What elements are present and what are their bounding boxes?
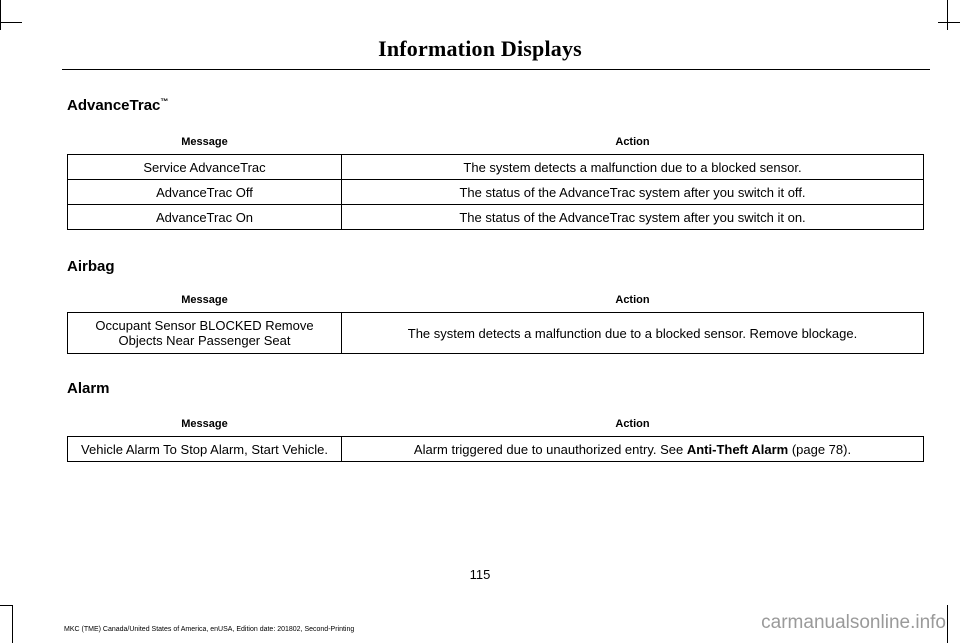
table-header-row [68, 287, 924, 313]
section-heading-airbag: Airbag [67, 258, 115, 275]
section-heading-alarm: Alarm [67, 380, 110, 397]
message-cell: Vehicle Alarm To Stop Alarm, Start Vehicle. [68, 437, 342, 462]
table-row [68, 437, 924, 462]
message-line: Objects Near Passenger Seat [118, 333, 291, 348]
message-cell: AdvanceTrac On [68, 205, 342, 230]
table-row [68, 180, 924, 205]
action-cell: The status of the AdvanceTrac system after you switch it on. [342, 205, 924, 230]
page-number: 115 [469, 567, 491, 582]
alarm-table [67, 411, 924, 462]
column-header-action: Action [342, 287, 924, 313]
advancetrac-table [67, 129, 924, 230]
message-cell [68, 313, 342, 354]
table-row [68, 205, 924, 230]
table-row [68, 313, 924, 354]
column-header-action: Action [342, 129, 924, 155]
crop-mark [947, 0, 948, 30]
message-line: Occupant Sensor BLOCKED Remove [95, 318, 314, 333]
table-header-row [68, 129, 924, 155]
crop-mark [12, 605, 13, 643]
column-header-message: Message [68, 411, 342, 437]
action-cell [342, 437, 924, 462]
action-text: (page 78). [788, 441, 852, 457]
crop-mark [0, 605, 13, 606]
page-title: Information Displays [378, 36, 582, 61]
action-cell: The status of the AdvanceTrac system after you switch it off. [342, 180, 924, 205]
action-cell: The system detects a malfunction due to a blocked sensor. [342, 155, 924, 180]
watermark: carmanualsonline.info [761, 612, 946, 633]
table-header-row [68, 411, 924, 437]
crop-mark [0, 0, 1, 30]
column-header-action: Action [342, 411, 924, 437]
crop-mark [947, 605, 948, 643]
section-heading-advancetrac [67, 97, 168, 114]
trademark-symbol: ™ [160, 97, 169, 106]
crop-mark [938, 22, 960, 23]
cross-reference-link[interactable]: Anti-Theft Alarm [686, 441, 789, 457]
edition-text: MKC (TME) Canada/United States of America, enUSA, Edition date: 201802, Second-Printing [64, 626, 355, 633]
column-header-message: Message [68, 287, 342, 313]
column-header-message: Message [68, 129, 342, 155]
airbag-table [67, 287, 924, 354]
table-row [68, 155, 924, 180]
action-cell: The system detects a malfunction due to a blocked sensor. Remove blockage. [342, 313, 924, 354]
message-cell: Service AdvanceTrac [68, 155, 342, 180]
message-cell: AdvanceTrac Off [68, 180, 342, 205]
header-rule [62, 69, 930, 70]
section-heading-text: AdvanceTrac [67, 97, 161, 114]
crop-mark [0, 22, 22, 23]
action-text: Alarm triggered due to unauthorized entry. See [413, 441, 687, 457]
